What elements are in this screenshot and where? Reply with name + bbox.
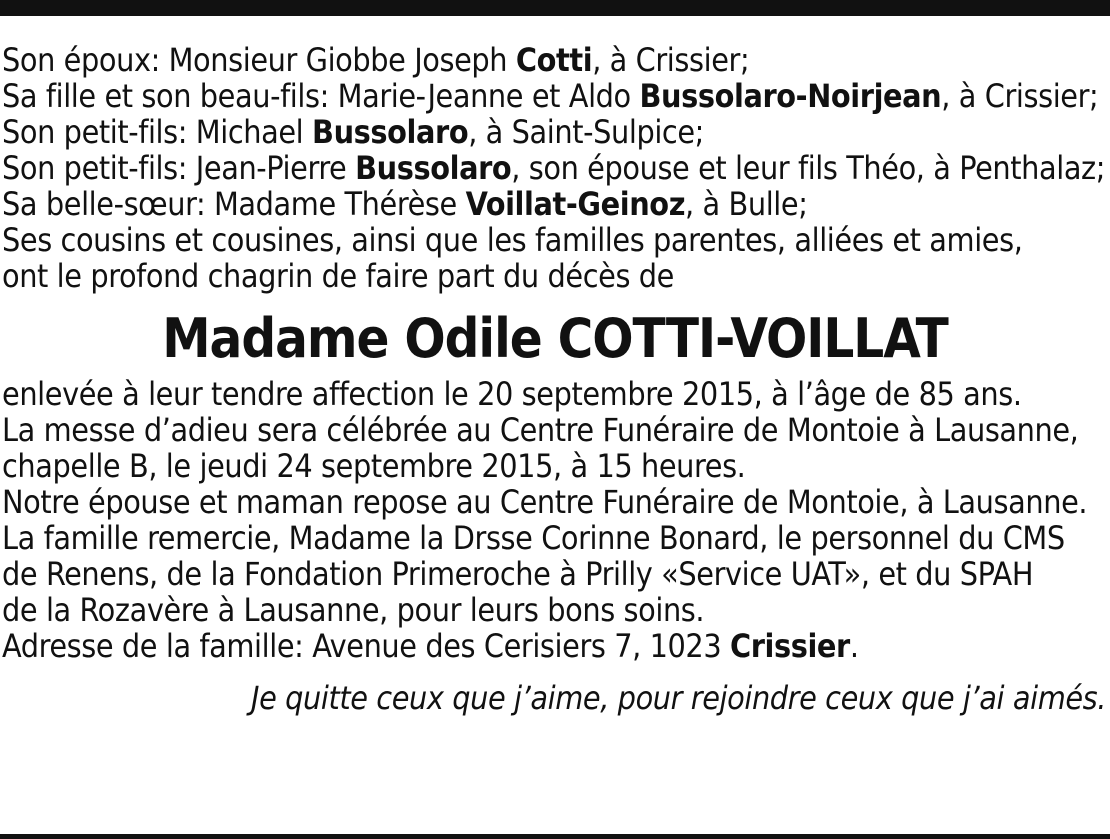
family-surname: Bussolaro: [355, 149, 512, 187]
family-line-grandson-michael: Son petit-fils: Michael Bussolaro, à Saint-Sulpice;: [2, 113, 704, 151]
family-surname: Bussolaro: [312, 113, 469, 151]
top-rule: [0, 0, 1110, 16]
family-line-spouse: Son époux: Monsieur Giobbe Joseph Cotti, à Crissier;: [2, 41, 750, 79]
closing-quote: Je quitte ceux que j’aime, pour rejoindre ceux que j’ai aimés.: [251, 679, 1106, 717]
family-surname: Bussolaro-Noirjean: [639, 77, 942, 115]
detail-line: enlevée à leur tendre affection le 20 septembre 2015, à l’âge de 85 ans.: [2, 375, 1022, 413]
detail-line: La famille remercie, Madame la Drsse Corinne Bonard, le personnel du CMS: [2, 519, 1065, 557]
family-surname: Cotti: [515, 41, 593, 79]
family-address: Adresse de la famille: Avenue des Cerisiers 7, 1023 Crissier.: [2, 627, 859, 665]
detail-line: chapelle B, le jeudi 24 septembre 2015, à 15 heures.: [2, 447, 746, 485]
intro-line: Ses cousins et cousines, ainsi que les familles parentes, alliées et amies,: [2, 221, 1023, 259]
death-notice: [2, 42, 1108, 716]
family-line-sister-in-law: Sa belle-sœur: Madame Thérèse Voillat-Geinoz, à Bulle;: [2, 185, 808, 223]
family-surname: Voillat-Geinoz: [465, 185, 686, 223]
detail-line: de la Rozavère à Lausanne, pour leurs bons soins.: [2, 591, 705, 629]
bottom-rule: [0, 834, 1110, 839]
address-city: Crissier: [730, 627, 850, 665]
intro-line: ont le profond chagrin de faire part du décès de: [2, 257, 675, 295]
detail-line: Notre épouse et maman repose au Centre Funéraire de Montoie, à Lausanne.: [2, 483, 1088, 521]
deceased-name: Madame Odile COTTI-VOILLAT: [162, 307, 948, 370]
detail-line: La messe d’adieu sera célébrée au Centre Funéraire de Montoie à Lausanne,: [2, 411, 1079, 449]
detail-line: de Renens, de la Fondation Primeroche à Prilly «Service UAT», et du SPAH: [2, 555, 1034, 593]
family-line-daughter: Sa fille et son beau-fils: Marie-Jeanne et Aldo Bussolaro-Noirjean, à Crissier;: [2, 77, 1099, 115]
family-line-grandson-jean-pierre: Son petit-fils: Jean-Pierre Bussolaro, son épouse et leur fils Théo, à Penthalaz;: [2, 149, 1106, 187]
